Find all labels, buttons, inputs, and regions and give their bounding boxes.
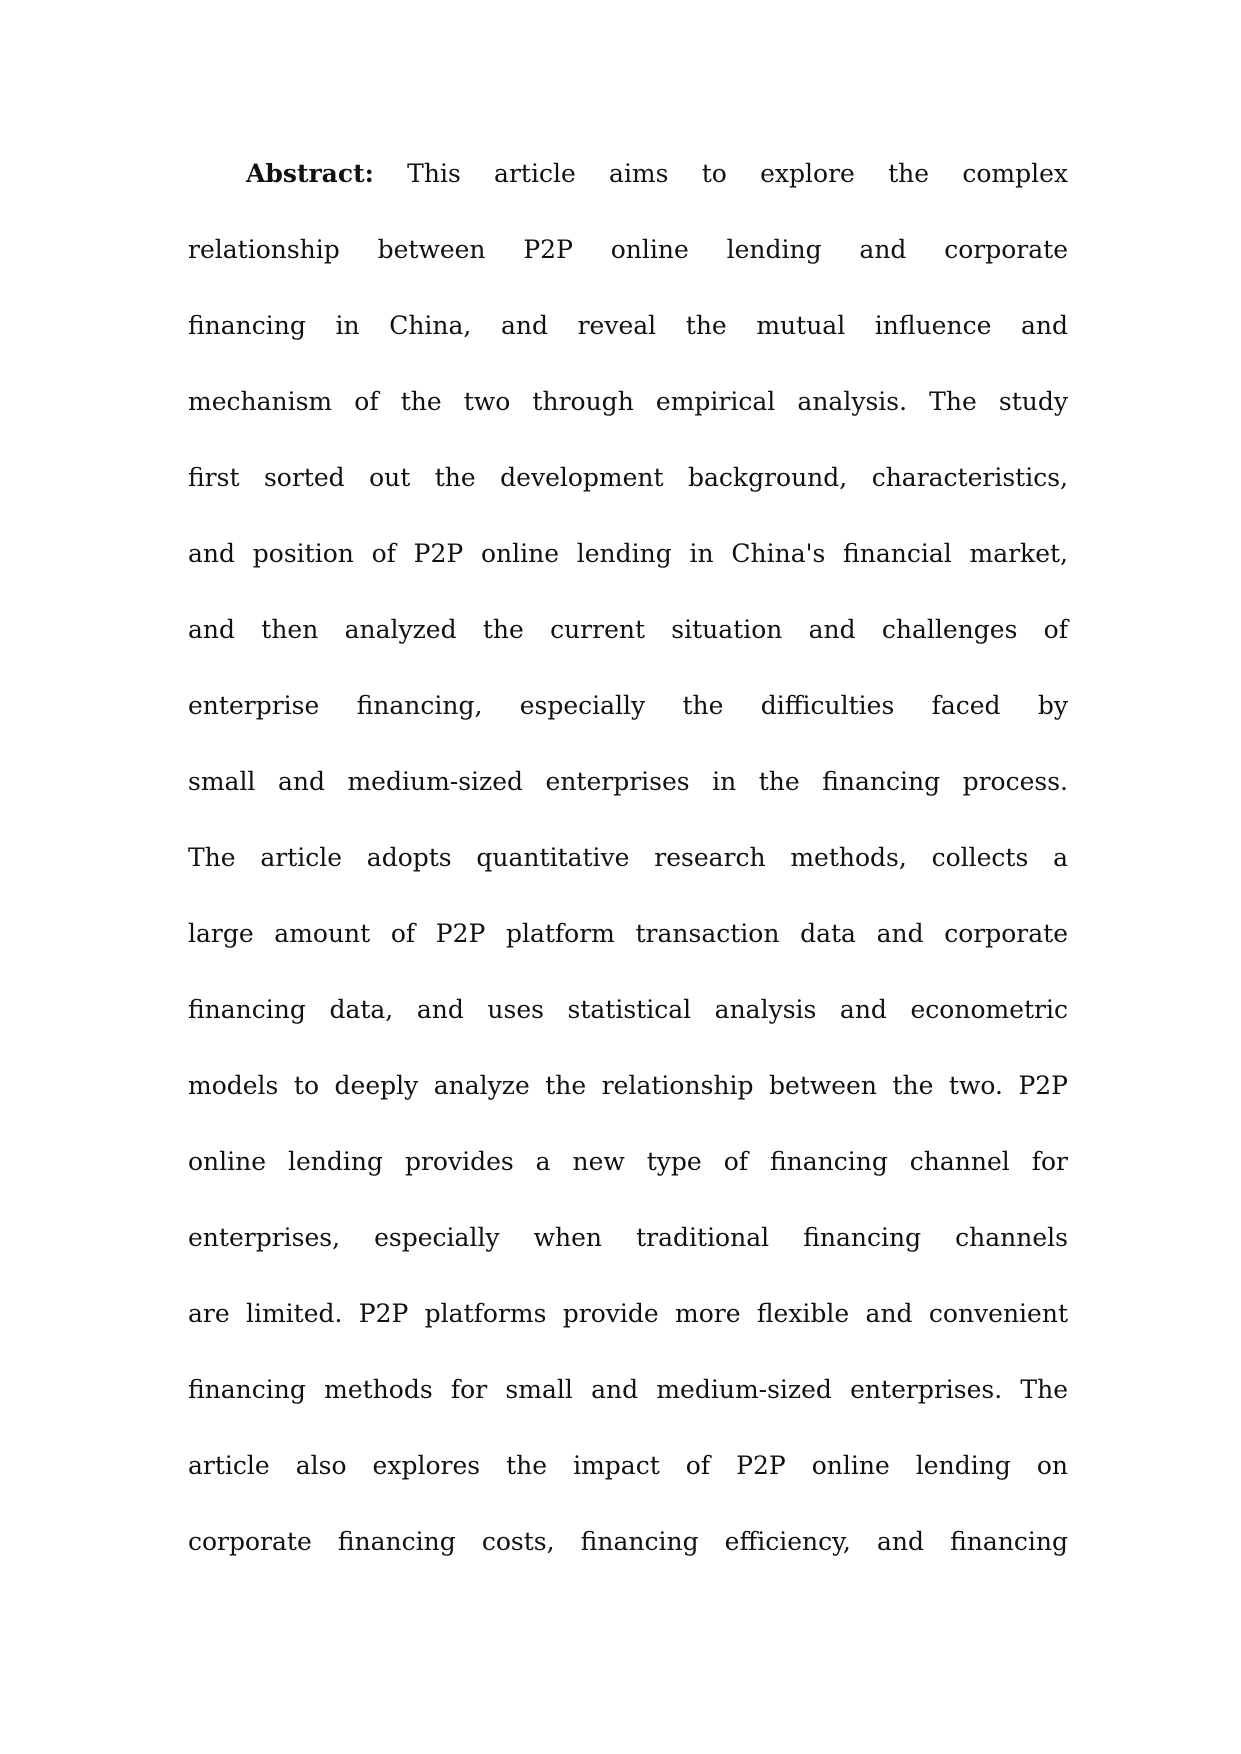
abstract-line-3: financing in China, and reveal the mutual influence and [188, 311, 1068, 340]
abstract-line-10: The article adopts quantitative research methods, collects a [188, 843, 1068, 872]
abstract-line-15: enterprises, especially when traditional financing channels [188, 1223, 1068, 1252]
abstract-line-7: and then analyzed the current situation and challenges of [188, 615, 1068, 644]
abstract-line-14: online lending provides a new type of financing channel for [188, 1147, 1068, 1176]
abstract-line-6: and position of P2P online lending in China's financial market, [188, 539, 1068, 568]
abstract-line-19: corporate financing costs, financing efficiency, and financing [188, 1527, 1068, 1556]
abstract-line-2: relationship between P2P online lending and corporate [188, 235, 1068, 264]
abstract-line-1 [188, 136, 1068, 212]
abstract-line-16: are limited. P2P platforms provide more flexible and convenient [188, 1299, 1068, 1328]
abstract-line-8: enterprise financing, especially the difficulties faced by [188, 691, 1068, 720]
abstract-line-9: small and medium-sized enterprises in the financing process. [188, 767, 1068, 796]
abstract-line-11: large amount of P2P platform transaction data and corporate [188, 919, 1068, 948]
abstract-line-5: first sorted out the development background, characteristics, [188, 463, 1068, 492]
abstract-line-4: mechanism of the two through empirical analysis. The study [188, 387, 1068, 416]
abstract-line-18: article also explores the impact of P2P online lending on [188, 1451, 1068, 1480]
abstract-line-17: financing methods for small and medium-sized enterprises. The [188, 1375, 1068, 1404]
abstract-paragraph [188, 136, 1068, 1580]
abstract-line-1-text: This article aims to explore the complex [407, 159, 1068, 188]
abstract-label: Abstract: [246, 159, 374, 188]
abstract-line-12: financing data, and uses statistical analysis and econometric [188, 995, 1068, 1024]
abstract-line-13: models to deeply analyze the relationship between the two. P2P [188, 1071, 1068, 1100]
